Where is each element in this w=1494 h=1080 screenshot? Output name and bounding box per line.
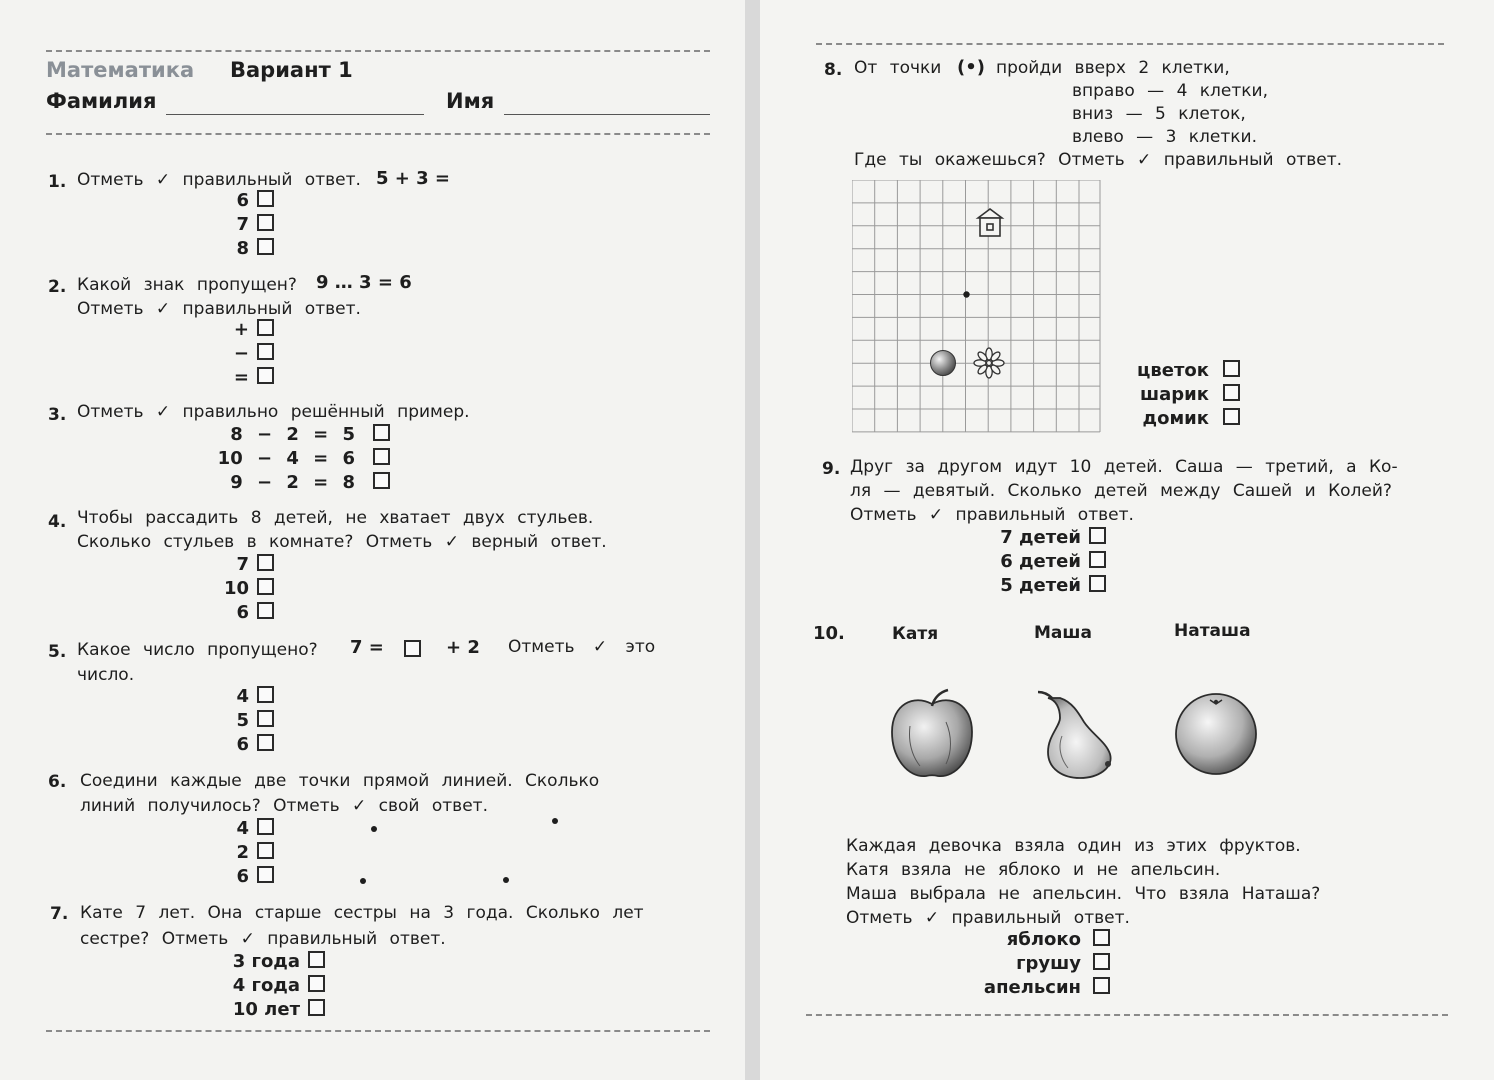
- task-number: 7.: [50, 904, 69, 924]
- option-row[interactable]: [234, 318, 274, 342]
- option-label: апельсин: [983, 977, 1081, 998]
- option-label: 9 − 2 = 8: [230, 472, 355, 493]
- options-list: [984, 928, 1110, 1000]
- task-text-line1: Чтобы рассадить 8 детей, не хватает двух стульев.: [77, 508, 594, 528]
- task-number: 1.: [48, 172, 67, 192]
- task-text-line2: число.: [77, 665, 135, 685]
- options-list: [234, 318, 274, 390]
- girl-name-masha: Маша: [1034, 623, 1092, 643]
- checkbox[interactable]: [257, 578, 274, 595]
- task-text-line2: вправо — 4 клетки,: [1072, 81, 1269, 101]
- option-label: 7 детей: [1000, 527, 1081, 548]
- header-dashed-line: [46, 133, 710, 135]
- option-label: 10 − 4 = 6: [217, 448, 355, 469]
- option-label: +: [233, 319, 249, 340]
- name-label: Имя: [446, 89, 495, 113]
- checkbox[interactable]: [1089, 575, 1106, 592]
- checkbox[interactable]: [257, 554, 274, 571]
- task-text-line2: сестре? Отметь ✓ правильный ответ.: [80, 929, 446, 949]
- checkbox[interactable]: [308, 951, 325, 968]
- surname-label: Фамилия: [46, 89, 157, 113]
- option-row[interactable]: [236, 733, 274, 757]
- task-text-line5: Где ты окажешься? Отметь ✓ правильный ответ.: [854, 150, 1343, 170]
- options-list: [224, 553, 274, 625]
- task-text-line1-b: пройди вверх 2 клетки,: [996, 58, 1230, 78]
- task-number: 5.: [48, 642, 67, 662]
- pear-icon: [1030, 686, 1120, 782]
- task-text-tail: Отметь ✓ это: [508, 637, 656, 657]
- option-row[interactable]: [236, 189, 274, 213]
- task-expression: 7 =: [350, 637, 384, 658]
- checkbox[interactable]: [257, 734, 274, 751]
- checkbox[interactable]: [257, 866, 274, 883]
- task-text-line2: ля — девятый. Сколько детей между Сашей и Колей?: [850, 481, 1392, 501]
- task-text-line3: Отметь ✓ правильный ответ.: [850, 505, 1134, 525]
- checkbox[interactable]: [1223, 360, 1240, 377]
- checkbox[interactable]: [257, 842, 274, 859]
- option-label: 6: [236, 866, 249, 887]
- checkbox[interactable]: [257, 343, 274, 360]
- option-row[interactable]: [234, 342, 274, 366]
- task-text-line2: Катя взяла не яблоко и не апельсин.: [846, 860, 1221, 880]
- option-row[interactable]: [236, 213, 274, 237]
- task-text-line3: Маша выбрала не апельсин. Что взяла Наташа?: [846, 884, 1321, 904]
- task-expression-tail: + 2: [446, 637, 480, 658]
- apple-icon: [886, 686, 978, 782]
- options-list: [236, 685, 274, 757]
- missing-number-box: [404, 640, 421, 657]
- ball-icon: [931, 351, 956, 376]
- checkbox[interactable]: [1093, 953, 1110, 970]
- checkbox[interactable]: [1093, 977, 1110, 994]
- option-label: −: [233, 343, 249, 364]
- option-label: цветок: [1137, 360, 1209, 381]
- checkbox[interactable]: [1089, 527, 1106, 544]
- task-text-line1-a: От точки: [854, 58, 942, 78]
- house-icon: [978, 209, 1002, 236]
- top-dashed-line: [816, 43, 1444, 45]
- bottom-dashed-line: [46, 1030, 710, 1032]
- option-label: яблоко: [1006, 929, 1081, 950]
- option-label: 8 − 2 = 5: [230, 424, 355, 445]
- option-label: грушу: [1016, 953, 1081, 974]
- checkbox[interactable]: [257, 190, 274, 207]
- task-expression: 9 … 3 = 6: [316, 272, 412, 293]
- checkbox[interactable]: [257, 367, 274, 384]
- option-label: 10 лет: [232, 999, 300, 1020]
- task-text: Отметь ✓ правильно решённый пример.: [77, 402, 470, 422]
- options-list: [236, 817, 274, 889]
- option-row[interactable]: [236, 841, 274, 865]
- checkbox[interactable]: [1223, 408, 1240, 425]
- option-row[interactable]: [236, 685, 274, 709]
- name-field[interactable]: [504, 114, 710, 115]
- bottom-dashed-line: [806, 1014, 1448, 1016]
- checkbox[interactable]: [257, 319, 274, 336]
- task-number: 9.: [822, 459, 841, 479]
- task-text: Какое число пропущено?: [77, 640, 318, 660]
- surname-field[interactable]: [166, 114, 424, 115]
- checkbox[interactable]: [1089, 551, 1106, 568]
- point-dot: [503, 877, 509, 883]
- option-row[interactable]: [218, 423, 390, 447]
- checkbox[interactable]: [257, 686, 274, 703]
- option-row[interactable]: [1000, 526, 1106, 550]
- options-list: [233, 950, 325, 1022]
- task-number: 10.: [813, 623, 845, 644]
- option-row[interactable]: [984, 952, 1110, 976]
- option-row[interactable]: [236, 709, 274, 733]
- option-row[interactable]: [233, 950, 325, 974]
- checkbox[interactable]: [257, 214, 274, 231]
- option-row[interactable]: [236, 817, 274, 841]
- option-label: 8: [236, 238, 249, 259]
- checkbox[interactable]: [308, 999, 325, 1016]
- subject-title: Математика: [46, 58, 195, 82]
- option-row[interactable]: [984, 976, 1110, 1000]
- variant-title: Вариант 1: [230, 58, 353, 82]
- task-number: 8.: [824, 60, 843, 80]
- checkbox[interactable]: [1223, 384, 1240, 401]
- grid-field: [852, 180, 1102, 436]
- checkbox[interactable]: [257, 238, 274, 255]
- task-text-line4: Отметь ✓ правильный ответ.: [846, 908, 1130, 928]
- option-row[interactable]: [1000, 574, 1106, 598]
- option-row[interactable]: [1137, 407, 1240, 431]
- top-dashed-line: [46, 50, 710, 52]
- option-row[interactable]: [224, 553, 274, 577]
- option-row[interactable]: [218, 447, 390, 471]
- option-label: 3 года: [232, 951, 300, 972]
- task-text-line2: Сколько стульев в комнате? Отметь ✓ верный ответ.: [77, 532, 607, 552]
- checkbox[interactable]: [257, 602, 274, 619]
- checkbox[interactable]: [308, 975, 325, 992]
- left-page: [0, 0, 745, 1080]
- options-list: [1000, 526, 1106, 598]
- task-text-line2: Отметь ✓ правильный ответ.: [77, 299, 361, 319]
- option-label: шарик: [1140, 384, 1209, 405]
- right-page: [760, 0, 1494, 1080]
- option-label: 6 детей: [1000, 551, 1081, 572]
- option-label: 6: [236, 602, 249, 623]
- option-label: 4 года: [232, 975, 300, 996]
- option-row[interactable]: [218, 471, 390, 495]
- task-number: 3.: [48, 405, 67, 425]
- option-label: 4: [236, 686, 249, 707]
- option-row[interactable]: [234, 366, 274, 390]
- option-row[interactable]: [233, 974, 325, 998]
- option-label: 2: [236, 842, 249, 863]
- option-row[interactable]: [236, 865, 274, 889]
- task-text-line1: Друг за другом идут 10 детей. Саша — третий, а Ко-: [850, 457, 1398, 477]
- checkbox[interactable]: [373, 472, 390, 489]
- option-row[interactable]: [984, 928, 1110, 952]
- option-label: 7: [236, 554, 249, 575]
- checkbox[interactable]: [373, 448, 390, 465]
- task-text-line3: вниз — 5 клеток,: [1072, 104, 1246, 124]
- option-row[interactable]: [233, 998, 325, 1022]
- point-dot: [371, 826, 377, 832]
- task-number: 6.: [48, 772, 67, 792]
- option-label: 7: [236, 214, 249, 235]
- start-dot-symbol: (•): [957, 57, 985, 78]
- task-text-line1: Каждая девочка взяла один из этих фруктов.: [846, 836, 1301, 856]
- option-label: 10: [223, 578, 249, 599]
- option-label: 5: [236, 710, 249, 731]
- options-list: [218, 423, 390, 495]
- option-label: домик: [1142, 408, 1209, 429]
- start-dot: [963, 291, 969, 297]
- task-text-line1: Кате 7 лет. Она старше сестры на 3 года. Сколько лет: [80, 903, 644, 923]
- task-expression: 5 + 3 =: [376, 168, 451, 189]
- option-row[interactable]: [224, 601, 274, 625]
- point-dot: [552, 818, 558, 824]
- option-label: 6: [236, 190, 249, 211]
- orange-icon: [1172, 686, 1260, 778]
- option-label: =: [233, 367, 249, 388]
- checkbox[interactable]: [373, 424, 390, 441]
- checkbox[interactable]: [1093, 929, 1110, 946]
- option-label: 5 детей: [1000, 575, 1081, 596]
- option-label: 6: [236, 734, 249, 755]
- option-label: 4: [236, 818, 249, 839]
- checkbox[interactable]: [257, 818, 274, 835]
- options-list: [236, 189, 274, 261]
- girl-name-natasha: Наташа: [1174, 621, 1251, 641]
- option-row[interactable]: [1137, 383, 1240, 407]
- task-text-line2: линий получилось? Отметь ✓ свой ответ.: [80, 796, 488, 816]
- task-text-line1: Соедини каждые две точки прямой линией. Сколько: [80, 771, 600, 791]
- checkbox[interactable]: [257, 710, 274, 727]
- task-text-line4: влево — 3 клетки.: [1072, 127, 1258, 147]
- option-row[interactable]: [1000, 550, 1106, 574]
- task-number: 2.: [48, 277, 67, 297]
- task-number: 4.: [48, 512, 67, 532]
- point-dot: [360, 878, 366, 884]
- task-text: Какой знак пропущен?: [77, 275, 297, 295]
- option-row[interactable]: [224, 577, 274, 601]
- girl-name-katya: Катя: [892, 624, 939, 644]
- task-text: Отметь ✓ правильный ответ.: [77, 170, 361, 190]
- option-row[interactable]: [236, 237, 274, 261]
- options-list: [1137, 359, 1240, 431]
- flower-icon: [974, 348, 1004, 378]
- option-row[interactable]: [1137, 359, 1240, 383]
